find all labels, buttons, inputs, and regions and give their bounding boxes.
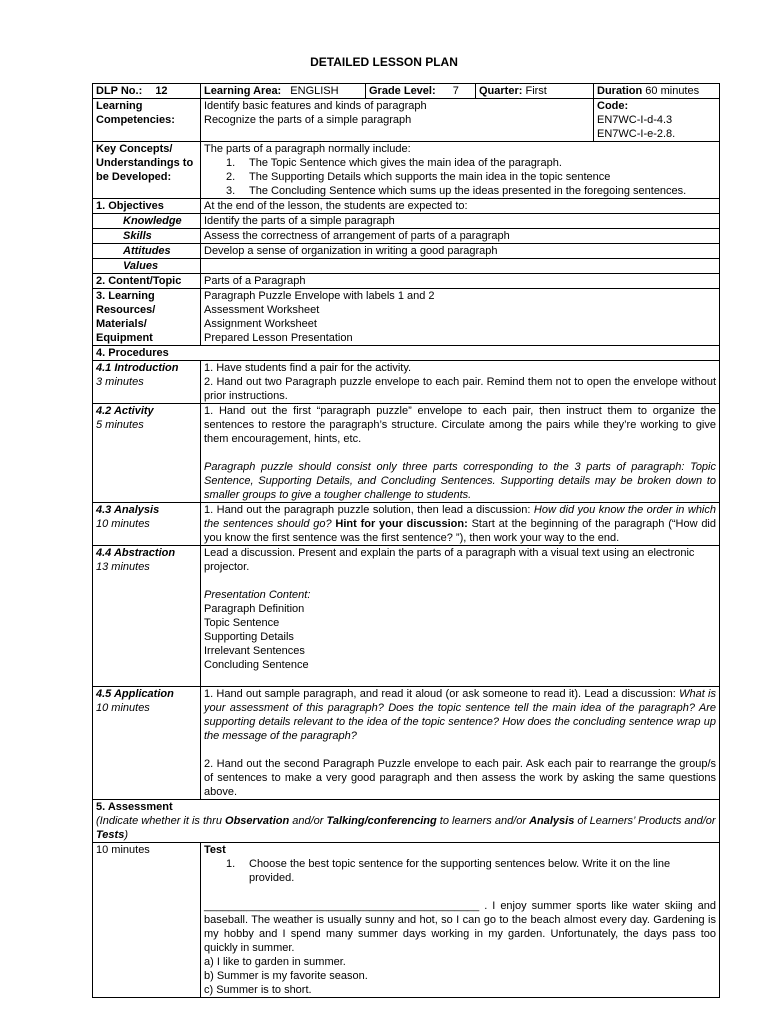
grade-level-cell	[366, 84, 476, 99]
note-text: and/or	[289, 815, 327, 827]
activity-label: 4.2 Activity	[96, 405, 154, 417]
analysis-label-cell	[93, 503, 201, 546]
activity-label-cell	[93, 404, 201, 503]
code-value: EN7WC-I-d-4.3	[597, 114, 673, 126]
duration-value: 60 minutes	[645, 85, 700, 97]
introduction-text	[201, 361, 720, 404]
analysis-time: 10 minutes	[96, 518, 150, 530]
assessment-note	[96, 814, 716, 842]
test-option: c) Summer is to short.	[204, 984, 312, 996]
values-label: Values	[93, 259, 201, 274]
abstraction-text	[201, 546, 720, 687]
application-label: 4.5 Application	[96, 688, 174, 700]
content-text: Parts of a Paragraph	[201, 274, 720, 289]
dlp-cell	[93, 84, 201, 99]
resources-label-line: Equipment	[96, 332, 153, 344]
list-item: Supporting Details	[204, 631, 294, 643]
key-concepts-row	[93, 142, 720, 199]
code-cell	[594, 99, 720, 142]
learning-area-value: ENGLISH	[290, 85, 339, 97]
content-label: 2. Content/Topic	[93, 274, 201, 289]
test-content	[201, 843, 720, 998]
grade-level-value: 7	[452, 85, 459, 97]
dlp-value: 12	[155, 85, 168, 97]
abstraction-label-cell	[93, 546, 201, 687]
introduction-line: 2. Hand out two Paragraph puzzle envelope to each pair. Remind them not to open the envelope without prior instructions.	[204, 376, 716, 402]
competencies-text	[201, 99, 594, 142]
content-row	[93, 274, 720, 289]
list-item: Concluding Sentence	[204, 659, 309, 671]
application-paragraph: 2. Hand out the second Paragraph Puzzle envelope to each pair. Ask each pair to rearrange the group/s of sentences to make a very good paragraph and then assess the work by asking the same questions above.	[204, 758, 716, 798]
abstraction-paragraph: Lead a discussion. Present and explain the parts of a paragraph with a visual text using an electronic projector.	[204, 547, 695, 573]
list-item: Irrelevant Sentences	[204, 645, 305, 657]
duration-cell	[594, 84, 720, 99]
list-number: 3.	[226, 185, 236, 197]
analysis-text	[201, 503, 720, 546]
list-item: Prepared Lesson Presentation	[204, 332, 353, 344]
competency-line: Recognize the parts of a simple paragraph	[204, 114, 412, 126]
list-item: Assessment Worksheet	[204, 304, 320, 316]
learning-area-label: Learning Area:	[204, 85, 282, 97]
application-questions: What is your assessment of this paragraph? Does the topic sentence tell the main idea of the paragraph? Are supporting details relevant to the idea of the topic sentence? How does the concluding sentence wrap up the message of the paragraph?	[204, 688, 716, 742]
analysis-row	[93, 503, 720, 546]
quarter-value: First	[525, 85, 547, 97]
note-text: (Indicate whether it is thru	[96, 815, 226, 827]
application-label-cell	[93, 687, 201, 800]
attitudes-text: Develop a sense of organization in writing a good paragraph	[201, 244, 720, 259]
abstraction-time: 13 minutes	[96, 561, 150, 573]
knowledge-label: Knowledge	[93, 214, 201, 229]
note-text: of Learners’ Products and/or	[574, 815, 716, 827]
resources-row	[93, 289, 720, 346]
analysis-label: 4.3 Analysis	[96, 504, 160, 516]
key-concepts-label-line: Key Concepts/	[96, 143, 173, 155]
test-instruction: Choose the best topic sentence for the supporting sentences below. Write it on the line provided.	[249, 858, 671, 884]
attitudes-label: Attitudes	[93, 244, 201, 259]
list-number: 2.	[226, 171, 236, 183]
test-option: a) I like to garden in summer.	[204, 956, 346, 968]
resources-label	[93, 289, 201, 346]
resources-label-line: 3. Learning	[96, 290, 155, 302]
list-text: The Supporting Details which supports the main idea in the topic sentence	[249, 171, 611, 183]
activity-row	[93, 404, 720, 503]
learning-area-cell	[201, 84, 366, 99]
note-text: to learners and/or	[436, 815, 530, 827]
knowledge-row	[93, 214, 720, 229]
abstraction-label: 4.4 Abstraction	[96, 547, 176, 559]
procedures-row	[93, 346, 720, 361]
key-concepts-label	[93, 142, 201, 199]
competencies-label-line: Learning	[96, 100, 143, 112]
resources-list	[201, 289, 720, 346]
application-paragraph	[204, 687, 716, 743]
duration-label: Duration	[597, 85, 643, 97]
test-time: 10 minutes	[93, 843, 201, 998]
test-passage: _____________________________________________ . I enjoy summer sports like water skiing and baseball. The weather is usually sunny and hot, so I can go to the beach almost every day. Gardening is my hobby and I spend many summer days working in my garden. Unfortunately, the days pass too quickly in summer.	[204, 900, 716, 954]
grade-level-label: Grade Level:	[369, 85, 436, 97]
analysis-question: How did you know the order in which the sentences should go?	[204, 504, 716, 530]
test-row	[93, 843, 720, 998]
page-title: DETAILED LESSON PLAN	[310, 55, 458, 69]
objectives-label: 1. Objectives	[93, 199, 201, 214]
introduction-label-cell	[93, 361, 201, 404]
list-number: 1.	[226, 157, 236, 169]
lesson-plan-table	[92, 83, 720, 998]
resources-label-line: Resources/	[96, 304, 156, 316]
key-concepts-label-line: Understandings to	[96, 157, 194, 169]
application-time: 10 minutes	[96, 702, 150, 714]
key-concepts-intro: The parts of a paragraph normally include:	[204, 143, 411, 155]
assessment-header	[93, 800, 720, 843]
skills-label: Skills	[93, 229, 201, 244]
note-emphasis: Tests	[96, 829, 125, 841]
competencies-label-line: Competencies:	[96, 114, 175, 126]
test-option: b) Summer is my favorite season.	[204, 970, 368, 982]
test-label: Test	[204, 844, 226, 856]
skills-row	[93, 229, 720, 244]
list-item	[204, 170, 716, 184]
quarter-cell	[476, 84, 594, 99]
introduction-label: 4.1 Introduction	[96, 362, 179, 374]
presentation-label: Presentation Content:	[204, 589, 311, 601]
list-item: Paragraph Definition	[204, 603, 305, 615]
note-emphasis: Observation	[225, 815, 290, 827]
list-text: The Concluding Sentence which sums up the ideas presented in the foregoing sentences.	[249, 185, 687, 197]
introduction-row	[93, 361, 720, 404]
list-number: 1.	[226, 858, 236, 870]
header-row	[93, 84, 720, 99]
resources-label-line: Materials/	[96, 318, 147, 330]
list-item: Topic Sentence	[204, 617, 280, 629]
objectives-intro: At the end of the lesson, the students are expected to:	[201, 199, 720, 214]
objectives-row	[93, 199, 720, 214]
list-item: Assignment Worksheet	[204, 318, 317, 330]
introduction-time: 3 minutes	[96, 376, 144, 388]
analysis-hint-label: Hint for your discussion:	[331, 518, 468, 530]
introduction-line: 1. Have students find a pair for the activity.	[204, 362, 412, 374]
competency-line: Identify basic features and kinds of paragraph	[204, 100, 427, 112]
abstraction-row	[93, 546, 720, 687]
activity-paragraph: 1. Hand out the first “paragraph puzzle” envelope to each pair, then instruct them to organize the sentences to restore the paragraph’s structure. Circulate among the pairs while they’re working to give them encouragement, hints, etc.	[204, 405, 716, 445]
list-item	[204, 156, 716, 170]
analysis-text-part: Start at the beginning of the paragraph (“How did you know the first sentence was the first sentence? ”), then work your way to the end.	[204, 518, 716, 544]
skills-text: Assess the correctness of arrangement of parts of a paragraph	[201, 229, 720, 244]
list-item	[204, 184, 716, 198]
activity-text	[201, 404, 720, 503]
test-item	[204, 857, 716, 885]
note-text: )	[124, 829, 128, 841]
assessment-row	[93, 800, 720, 843]
application-text-part: 1. Hand out sample paragraph, and read it aloud (or ask someone to read it). Lead a discussion:	[204, 688, 680, 700]
dlp-label: DLP No.:	[96, 85, 143, 97]
quarter-label: Quarter:	[479, 85, 523, 97]
application-text	[201, 687, 720, 800]
code-label: Code:	[597, 100, 629, 112]
note-emphasis: Analysis	[529, 815, 575, 827]
assessment-label: 5. Assessment	[96, 801, 173, 813]
activity-time: 5 minutes	[96, 419, 144, 431]
values-text	[201, 259, 720, 274]
application-row	[93, 687, 720, 800]
list-item: Paragraph Puzzle Envelope with labels 1 and 2	[204, 290, 435, 302]
key-concepts-text	[201, 142, 720, 199]
knowledge-text: Identify the parts of a simple paragraph	[201, 214, 720, 229]
competencies-row	[93, 99, 720, 142]
list-text: The Topic Sentence which gives the main idea of the paragraph.	[249, 157, 562, 169]
key-concepts-label-line: be Developed:	[96, 171, 172, 183]
procedures-label: 4. Procedures	[93, 346, 720, 361]
key-concepts-list	[204, 156, 716, 198]
values-row	[93, 259, 720, 274]
competencies-label	[93, 99, 201, 142]
analysis-text-part: 1. Hand out the paragraph puzzle solution, then lead a discussion:	[204, 504, 534, 516]
attitudes-row	[93, 244, 720, 259]
activity-note: Paragraph puzzle should consist only three parts corresponding to the 3 parts of paragraph: Topic Sentence, Supporting Details, and Concluding Sentences. Supporting details may be broken down to smaller groups to give a tougher challenge to students.	[204, 461, 716, 501]
code-value: EN7WC-I-e-2.8.	[597, 128, 676, 140]
note-emphasis: Talking/conferencing	[326, 815, 437, 827]
